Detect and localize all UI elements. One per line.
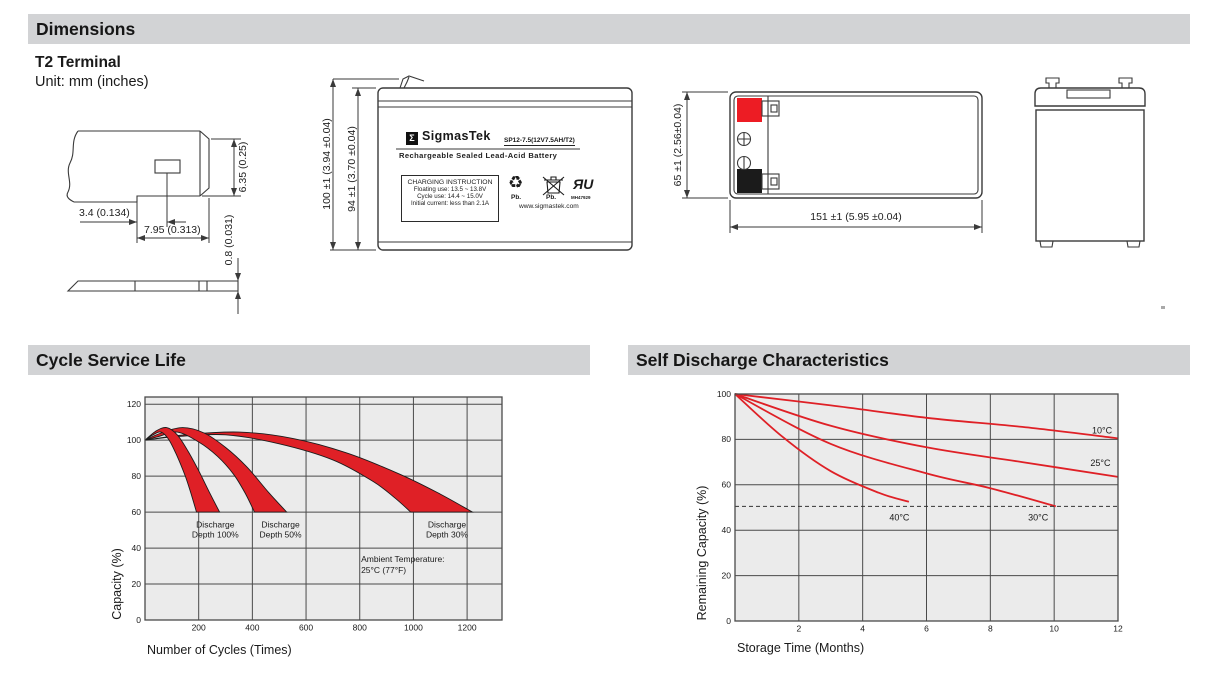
cycle-chart-x-tick: 1200 bbox=[457, 622, 477, 633]
cycle-chart-x-tick: 600 bbox=[298, 622, 314, 633]
self-discharge-chart-x-tick: 4 bbox=[860, 623, 866, 634]
dim-label-terminal-thickness: 0.8 (0.031) bbox=[223, 214, 235, 266]
cycle-chart-y-tick: 80 bbox=[131, 470, 141, 481]
self-discharge-chart-x-tick: 2 bbox=[796, 623, 802, 634]
dim-label-terminal-height: 6.35 (0.25) bbox=[237, 141, 249, 193]
cycle-chart-y-axis-label: Capacity (%) bbox=[110, 548, 124, 620]
stray-mark bbox=[1161, 306, 1165, 309]
cycle-chart-x-tick: 1000 bbox=[403, 622, 423, 633]
cycle-chart-y-tick: 60 bbox=[131, 506, 141, 517]
product-type: Rechargeable Sealed Lead-Acid Battery bbox=[399, 151, 558, 160]
cycle-chart-y-tick: 100 bbox=[126, 434, 141, 445]
self-discharge-chart-y-tick: 0 bbox=[726, 615, 731, 626]
self-discharge-chart-y-tick: 80 bbox=[721, 434, 731, 445]
self-discharge-chart-series-label-3: 40°C bbox=[889, 512, 910, 523]
self-discharge-chart-x-tick: 10 bbox=[1049, 623, 1059, 634]
charging-line-initial: Initial current: less than 2.1A bbox=[410, 200, 490, 208]
unit-note: Unit: mm (inches) bbox=[35, 74, 149, 90]
self-discharge-chart-y-tick: 60 bbox=[721, 479, 731, 490]
self-discharge-chart-x-tick: 6 bbox=[924, 623, 929, 634]
self-discharge-title: Self Discharge Characteristics bbox=[636, 349, 889, 370]
dim-label-width: 151 ±1 (5.95 ±0.04) bbox=[810, 211, 902, 223]
self-discharge-chart-y-axis-label: Remaining Capacity (%) bbox=[695, 485, 709, 621]
dim-label-total-height: 100 ±1 (3.94 ±0.04) bbox=[321, 118, 333, 210]
cycle-chart-annotation-0: Discharge Depth 100% bbox=[191, 519, 239, 540]
charging-title: CHARGING INSTRUCTION bbox=[407, 179, 493, 186]
recycle-pb-icon: ♻ bbox=[508, 173, 524, 192]
cycle-chart-y-tick: 40 bbox=[131, 542, 141, 553]
self-discharge-chart-series-label-0: 10°C bbox=[1091, 425, 1113, 436]
bin-pb-label: Pb. bbox=[546, 194, 557, 201]
brand-logo-icon: Σ bbox=[406, 132, 418, 145]
cycle-chart-x-axis-label: Number of Cycles (Times) bbox=[147, 643, 292, 657]
dim-label-case-height: 94 ±1 (3.70 ±0.04) bbox=[346, 126, 358, 212]
website-url: www.sigmastek.com bbox=[519, 203, 579, 210]
dim-label-terminal-hole: 7.95 (0.313) bbox=[144, 224, 201, 236]
self-discharge-chart-x-axis-label: Storage Time (Months) bbox=[737, 641, 865, 655]
dim-label-terminal-offset: 3.4 (0.134) bbox=[79, 207, 130, 219]
cycle-chart-y-tick: 120 bbox=[126, 398, 141, 409]
dimensions-title: Dimensions bbox=[36, 18, 136, 39]
cycle-life-title: Cycle Service Life bbox=[36, 349, 186, 370]
brand-name: SigmasTek bbox=[422, 129, 491, 143]
dim-label-depth: 65 ±1 (2.56±0.04) bbox=[672, 103, 684, 187]
charging-line-cycle: Cycle use: 14.4 ~ 15.0V bbox=[417, 193, 483, 201]
cycle-chart-annotation-3: Ambient Temperature: 25°C (77°F) bbox=[361, 553, 445, 575]
ul-file-number: MH47929 bbox=[571, 195, 591, 200]
cycle-chart-annotation-2: Discharge Depth 30% bbox=[425, 519, 469, 540]
cycle-chart-annotation-1: Discharge Depth 50% bbox=[259, 519, 302, 540]
recycle-pb-label: Pb. bbox=[511, 194, 522, 201]
self-discharge-chart-x-tick: 12 bbox=[1113, 623, 1123, 634]
cycle-chart-x-tick: 800 bbox=[352, 622, 367, 633]
self-discharge-chart-series-label-2: 30°C bbox=[1028, 512, 1049, 523]
self-discharge-chart-y-tick: 100 bbox=[716, 388, 731, 399]
cycle-chart-y-tick: 0 bbox=[136, 614, 141, 625]
ul-recognized-icon: ЯU bbox=[573, 176, 594, 192]
self-discharge-chart-y-tick: 40 bbox=[721, 525, 731, 535]
terminal-type-heading: T2 Terminal bbox=[35, 54, 121, 71]
model-number: SP12-7.5(12V7.5AH/T2) bbox=[504, 137, 575, 144]
cycle-chart-y-tick: 20 bbox=[131, 578, 141, 589]
charging-line-floating: Floating use: 13.5 ~ 13.8V bbox=[413, 186, 487, 193]
self-discharge-chart-series-label-1: 25°C bbox=[1090, 458, 1111, 469]
self-discharge-chart-x-tick: 8 bbox=[987, 623, 993, 634]
cycle-chart-x-tick: 400 bbox=[245, 622, 260, 633]
self-discharge-chart-y-tick: 20 bbox=[721, 570, 731, 581]
cycle-chart-x-tick: 200 bbox=[191, 622, 206, 633]
